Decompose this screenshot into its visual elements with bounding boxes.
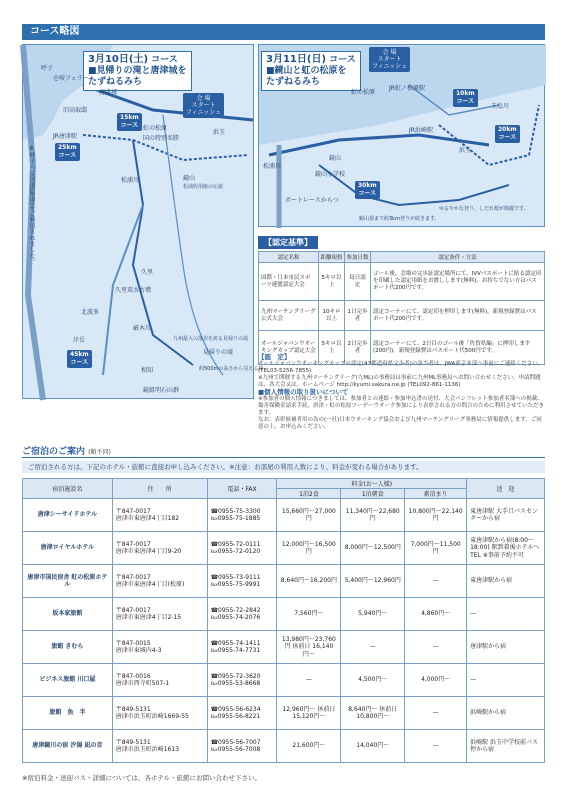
accommodation-title-note: (順不同) xyxy=(88,449,111,456)
table-row xyxy=(259,263,545,301)
table-header-row xyxy=(23,479,545,489)
cell-name xyxy=(23,532,113,565)
cell-phone-fax-text: ☎0955-56-7007 xyxy=(210,738,261,746)
table-header: 送 迎 xyxy=(467,479,545,499)
cell-pickup xyxy=(467,598,545,631)
cell-price-room-only-text: 7,000円〜11,500円 xyxy=(410,540,461,555)
cell-price-breakfast xyxy=(341,565,405,598)
map-label: 久里双水古墳 xyxy=(115,287,152,294)
cell-phone-fax-text: ☎0955-72-2842 xyxy=(210,606,261,614)
cell-price-room-only xyxy=(405,565,467,598)
cell-name xyxy=(23,730,113,763)
notes-paragraph: オールジャパンウオーキングカップの認定(47都道府県完歩者)の該当者は、JWA東京本部へ事前にご連絡ください。(TEL03-5256-7855) xyxy=(258,361,544,374)
table-cell: 1日完歩者 xyxy=(345,301,371,331)
map1-finish: フィニッシュ xyxy=(186,109,222,116)
cell-address-text: 〒849-5131 xyxy=(115,705,151,713)
cell-address xyxy=(112,532,207,565)
cell-price-breakfast xyxy=(341,730,405,763)
map-label: 玉島川 xyxy=(491,103,510,110)
cell-pickup xyxy=(467,664,545,697)
map2-title-line1: ■鏡山と虹の松原を xyxy=(266,66,347,76)
cell-price-full-board xyxy=(277,499,341,532)
map-label: 松浦川 xyxy=(121,177,140,184)
cell-address-text: 〒847-0017 xyxy=(115,540,151,548)
cell-name xyxy=(23,499,113,532)
cell-price-breakfast xyxy=(341,499,405,532)
map2-course-word: コース xyxy=(329,55,356,65)
cell-name xyxy=(23,697,113,730)
map2-note-30: 鏡山頂まで約3km登りが続きます。 xyxy=(359,216,440,222)
table-header: 1泊2食 xyxy=(277,489,341,499)
notes-section xyxy=(258,354,545,431)
course-label: 25km コース xyxy=(58,144,77,159)
map-label: JR虹ノ松原駅 xyxy=(389,85,425,92)
table-row xyxy=(23,598,545,631)
map-label: 相知 xyxy=(141,367,154,374)
map-label: 虹の松原 xyxy=(351,89,376,96)
cell-price-room-only-text: 10,800円〜22,140円 xyxy=(408,507,463,522)
map1-side-note: ※呼子へは国道(県道)をご利用されました。 xyxy=(28,145,35,265)
cell-name-text: 唐津鏡川の宿 汐湯 凪の音 xyxy=(32,742,103,750)
notes-paragraph: ※参加者の個人情報につきましては、参加者との連絡・参加申込書の送付、大会パンフレット参加者名簿への掲載、傷害保険金請求手続、唐津・虹の松原ツーデーウオーク参加により表彰される方の問合のために利用させていただきます。 xyxy=(258,396,545,416)
cell-address-text: 〒847-0016 xyxy=(115,672,151,680)
cell-price-breakfast-text: — xyxy=(369,643,376,651)
cell-price-breakfast xyxy=(341,697,405,730)
cell-address-text: 唐津市東城内4-3 xyxy=(115,647,162,654)
cell-price-breakfast-text: 14,040円〜 xyxy=(356,742,390,750)
cell-address-text: 〒847-0015 xyxy=(115,639,151,647)
table-cell: 認定コーナーにて、認定印を押印します(無料)。新規登録費はパスポート代200円です。 xyxy=(371,301,545,331)
table-cell: 毎日認定 xyxy=(345,263,371,301)
course-map-day2 xyxy=(258,44,545,227)
cell-phone-fax-text: ☎0955-56-6234 xyxy=(210,705,261,713)
cell-address xyxy=(112,598,207,631)
cell-pickup-text: — xyxy=(470,676,477,684)
cell-phone-fax xyxy=(207,532,277,565)
map2-course-10km xyxy=(453,89,478,107)
map-label: JR浜崎駅 xyxy=(409,127,433,134)
map2-venue: 会 場 xyxy=(382,49,397,56)
cell-pickup-text: 唐津駅から宿 xyxy=(470,643,507,651)
map1-course-word: コース xyxy=(151,55,178,65)
cell-phone-fax xyxy=(207,499,277,532)
cell-pickup xyxy=(467,499,545,532)
table-row xyxy=(23,499,545,532)
accommodation-rows xyxy=(23,499,545,763)
map-label: 唐津城 xyxy=(99,89,118,96)
section-header xyxy=(22,24,545,40)
map-label: 厳木川 xyxy=(133,325,152,332)
cell-price-full-board-text: 13,980円〜23,760円 休前日 16,140円〜 xyxy=(281,635,336,658)
cell-address xyxy=(112,499,207,532)
notes-heading-privacy: ■個人情報の取り扱いについて xyxy=(258,388,349,396)
cell-phone-fax-text: ℻0955-56-7008 xyxy=(210,746,261,753)
cell-name-text: ビジネス旅館 川口屋 xyxy=(39,676,96,684)
cell-phone-fax-text: ℻0955-75-9991 xyxy=(210,581,261,588)
map2-finish: フィニッシュ xyxy=(372,63,408,70)
cell-price-full-board-text: 12,960円〜 休前日15,120円〜 xyxy=(282,705,336,720)
cell-price-full-board xyxy=(277,598,341,631)
cell-address-text: 唐津市東唐津4丁目2-15 xyxy=(115,614,182,621)
table-row xyxy=(23,532,545,565)
table-row xyxy=(23,664,545,697)
table-row xyxy=(259,301,545,331)
notes-paragraph: なお、表彰候補者用の為の(一社)日本ウオーキング協会および九州マーチングリーグ事務局に情報提供します。ご同意の上、お申込みください。 xyxy=(258,417,542,430)
cell-price-full-board xyxy=(277,730,341,763)
cell-price-full-board xyxy=(277,664,341,697)
course-label: 30km コース xyxy=(358,182,377,197)
cell-price-room-only xyxy=(405,730,467,763)
cell-price-breakfast-text: 11,340円〜22,680円 xyxy=(345,507,400,522)
map1-course-15km xyxy=(117,113,142,131)
course-map-day1 xyxy=(22,44,264,399)
table-row xyxy=(23,730,545,763)
cell-address-text: 唐津市東唐津4丁目182 xyxy=(115,515,180,522)
table-header: 認定条件・方法 xyxy=(371,252,545,263)
map1-title xyxy=(83,51,192,91)
cell-address xyxy=(112,565,207,598)
table-cell: 2日完歩者 xyxy=(345,331,371,365)
map2-title xyxy=(261,51,361,91)
cell-price-room-only-text: — xyxy=(432,709,439,717)
map-label: JR唐津駅 xyxy=(53,133,77,140)
table-header-row xyxy=(259,252,545,263)
cell-name-text: 旅館 きむら xyxy=(51,643,84,651)
cell-address-text: 〒847-0017 xyxy=(115,507,151,515)
cell-price-full-board-text: — xyxy=(305,676,312,684)
map2-venue-badge xyxy=(369,47,410,72)
map-label: 呼子 xyxy=(41,65,54,72)
map2-course-20km xyxy=(495,125,520,143)
cell-pickup xyxy=(467,532,545,565)
cell-address-text: 〒849-5131 xyxy=(115,738,151,746)
map-label: 浜玉 xyxy=(213,129,226,136)
cell-phone-fax xyxy=(207,697,277,730)
cell-price-room-only xyxy=(405,598,467,631)
cell-price-full-board-text: 7,560円〜 xyxy=(294,610,324,618)
cell-price-room-only-text: — xyxy=(432,643,439,651)
map-label: ボートレースからつ xyxy=(285,197,339,204)
map-label: 久里 xyxy=(141,269,154,276)
cell-price-breakfast-text: 8,000円〜12,500円 xyxy=(344,544,401,552)
map-label: 浜玉 xyxy=(459,147,472,154)
cell-price-breakfast-text: 5,400円〜12,960円 xyxy=(344,577,401,585)
cell-price-breakfast-text: 8,640円〜 休前日10,800円〜 xyxy=(348,705,398,720)
map1-title-line1: ■見帰りの滝と唐津城を xyxy=(88,66,187,76)
map-label: 虹の松原 xyxy=(143,125,168,132)
table-row xyxy=(23,697,545,730)
table-row xyxy=(23,631,545,664)
cell-phone-fax-text: ℻0955-75-1885 xyxy=(210,515,261,522)
cell-price-room-only-text: 4,860円〜 xyxy=(421,610,451,618)
cell-phone-fax xyxy=(207,631,277,664)
cell-phone-fax-text: ℻0955-53-8668 xyxy=(210,680,261,687)
map2-title-line2: たずねるみち xyxy=(266,77,321,87)
cell-price-full-board-text: 21,600円〜 xyxy=(292,742,326,750)
accommodation-intro: ご宿泊される方は、下記のホテル・旅館に直接お申し込みください。※注意：お部屋の利用人数により、料金が変わる場合があります。 xyxy=(22,461,545,473)
map2-start: スタート xyxy=(377,56,402,63)
course-label: 20km コース xyxy=(498,126,517,141)
table-cell: 認定コーナーにて、2日目のゴール後「佐賀県編」に押印します(200円)。新規登録費はパスポート代500円です。 xyxy=(371,331,545,365)
cell-phone-fax-text: ☎0955-74-1411 xyxy=(210,639,261,647)
cell-price-full-board-text: 12,000円〜16,500円 xyxy=(281,540,336,555)
map-label: 鏡山小学校 xyxy=(315,171,346,178)
map-label: 鏡山 xyxy=(183,175,196,182)
course-label: 15km コース xyxy=(120,114,139,129)
table-header: 住 所 xyxy=(112,479,207,499)
cell-phone-fax-text: ℻0955-72-0120 xyxy=(210,548,261,555)
cell-price-breakfast-text: 5,940円〜 xyxy=(358,610,388,618)
cell-pickup xyxy=(467,631,545,664)
cell-phone-fax xyxy=(207,730,277,763)
map-label: 岸岳 xyxy=(73,337,86,344)
certification-table xyxy=(258,251,545,365)
certification-section xyxy=(258,230,545,365)
table-header: 電話・FAX xyxy=(207,479,277,499)
map-label: 鏡山 xyxy=(329,155,342,162)
cell-phone-fax-text: ☎0955-73-9111 xyxy=(210,573,261,581)
map1-title-line2: たずねるみち xyxy=(88,77,143,87)
cell-price-full-board xyxy=(277,631,341,664)
map1-course-45km xyxy=(67,350,92,368)
cell-price-room-only-text: — xyxy=(432,742,439,750)
course-label: 10km コース xyxy=(456,90,475,105)
map-label: 鏡組明石山群 xyxy=(143,387,180,394)
cell-name xyxy=(23,664,113,697)
cell-price-full-board xyxy=(277,532,341,565)
accommodation-header xyxy=(22,446,545,458)
map1-course-25km xyxy=(55,143,80,161)
cell-price-room-only xyxy=(405,499,467,532)
cell-phone-fax-text: ☎0955-75-3300 xyxy=(210,507,261,515)
table-cell: オールジャパンウオーキングカップ認定大会 xyxy=(259,331,319,365)
map2-date: 3月11日(日) xyxy=(266,54,327,65)
map1-note-keta: 約500mの高さから見える鏡 xyxy=(199,366,264,372)
map-label: 国の特別名勝 xyxy=(143,135,180,142)
cell-phone-fax xyxy=(207,598,277,631)
cell-price-full-board xyxy=(277,565,341,598)
cell-name xyxy=(23,598,113,631)
cell-pickup-text: 浜崎駅 浜玉中学校前バス停から宿 xyxy=(470,738,539,753)
accommodation-title: ご宿泊のご案内 xyxy=(22,447,86,457)
cell-phone-fax-text: ☎0955-72-3620 xyxy=(210,672,261,680)
map-label: 見帰りの滝 xyxy=(203,349,234,356)
cell-address-text: 〒847-0017 xyxy=(115,606,151,614)
notes-heading-nintei: 【認 定】 xyxy=(258,353,291,361)
cell-phone-fax-text: ☎0955-72-0111 xyxy=(210,540,261,548)
cell-address xyxy=(112,730,207,763)
course-label: 45km コース xyxy=(70,351,89,366)
map1-date: 3月10日(土) xyxy=(88,54,149,65)
map1-start: スタート xyxy=(191,102,216,109)
notes-paragraph: ※九州で開催する九州マーチングリーグ(九ML)の事務局は事前に九州ML事務局へお問い合わせください。申請問題は、各大会又は、ホームページ http://kyumi.sakura.ne.jp (TEL092-861-1136) xyxy=(258,375,541,388)
table-header: 距離規格 xyxy=(319,252,345,263)
cell-price-breakfast xyxy=(341,532,405,565)
map2-course-30km xyxy=(355,181,380,199)
cell-price-room-only-text: 4,000円〜 xyxy=(421,676,451,684)
map-label: 旧高取邸 xyxy=(63,107,88,114)
table-cell: 5キロ以上 xyxy=(319,263,345,301)
table-cell: 九州マーチングリーグ公式大会 xyxy=(259,301,319,331)
map1-venue-badge xyxy=(183,93,224,118)
table-cell: 5キロ以上 xyxy=(319,331,345,365)
certification-title: 【認定基準】 xyxy=(258,236,318,249)
cell-price-breakfast xyxy=(341,631,405,664)
table-cell: 10キロ以上 xyxy=(319,301,345,331)
cell-name-text: 唐津ロイヤルホテル xyxy=(40,544,95,552)
cell-name xyxy=(23,631,113,664)
table-header: 参加日数 xyxy=(345,252,371,263)
cell-price-room-only xyxy=(405,664,467,697)
cell-phone-fax xyxy=(207,664,277,697)
cell-price-room-only xyxy=(405,631,467,664)
section-title: コース略図 xyxy=(30,26,80,37)
cell-price-room-only xyxy=(405,697,467,730)
cell-phone-fax xyxy=(207,565,277,598)
cell-price-full-board xyxy=(277,697,341,730)
cell-address-text: 唐津市東唐津4丁目(松原) xyxy=(115,581,185,588)
cell-address xyxy=(112,631,207,664)
cell-name-text: 旅館 魚 半 xyxy=(49,709,86,717)
cell-price-full-board-text: 8,640円〜16,200円 xyxy=(280,577,337,585)
map1-note-taki: 九州最大の落差を誇る見帰りの滝 xyxy=(173,336,249,342)
map-label: 北波多 xyxy=(81,309,100,316)
cell-pickup-text: 東唐津駅から宿(8:00〜18:00) 駅到着後ホテルへTEL ※事前予約不可 xyxy=(470,536,540,559)
cell-name-text: 唐津シーサイドホテル xyxy=(37,511,98,519)
cell-address-text: 唐津市浜玉町浜崎1669-55 xyxy=(115,713,189,720)
cell-price-full-board-text: 15,660円〜27,000円 xyxy=(281,507,336,522)
cell-pickup-text: — xyxy=(470,610,477,618)
cell-price-breakfast xyxy=(341,664,405,697)
table-header: 料金(お一人様) xyxy=(277,479,467,489)
map1-note-matsu: 松浦佐用姫の伝説 xyxy=(183,184,224,190)
cell-address-text: 唐津市東唐津4丁目9-20 xyxy=(115,548,182,555)
table-cell: 国際・日本市民スポーツ連盟認定大会 xyxy=(259,263,319,301)
table-header: 素泊まり xyxy=(405,489,467,499)
cell-phone-fax-text: ℻0955-56-8221 xyxy=(210,713,261,720)
accommodation-footnote: ※宿泊料金・送迎バス・詳細については、各ホテル・旅館にお問い合わせ下さい。 xyxy=(22,774,261,782)
table-cell: ゴール後、会場の完歩証認定場所にて、IVVパスポートに貼る認定印を印刷した認定用紙をお渡しします(無料)。お持ちでない方はパスポート代200円です。 xyxy=(371,263,545,301)
table-header: 宿泊施設名 xyxy=(23,479,113,499)
cell-pickup xyxy=(467,697,545,730)
cell-address xyxy=(112,664,207,697)
cell-name xyxy=(23,565,113,598)
cell-pickup-text: 東唐津駅から宿 xyxy=(470,577,513,585)
cell-address xyxy=(112,697,207,730)
table-row xyxy=(23,565,545,598)
cell-price-room-only xyxy=(405,532,467,565)
cell-address-text: 唐津市浜玉町浜崎1613 xyxy=(115,746,180,753)
map1-venue: 会 場 xyxy=(196,95,211,102)
cell-price-breakfast-text: 4,500円〜 xyxy=(358,676,388,684)
cell-address-text: 〒847-0017 xyxy=(115,573,151,581)
cell-phone-fax-text: ℻0955-74-2076 xyxy=(210,614,261,621)
cell-phone-fax-text: ℻0955-74-7731 xyxy=(210,647,261,654)
cell-pickup-text: 東唐津駅 大手口バスセンターから宿 xyxy=(470,507,539,522)
cell-name-text: 坂本家旅館 xyxy=(52,610,83,618)
cell-name-text: 唐津市国民宿舎 虹の松原ホテル xyxy=(27,573,108,588)
accommodation-table xyxy=(22,478,545,763)
map-label: 松浦川 xyxy=(263,163,282,170)
map2-note-yu: ゆるやかな登り、しだれ桜が綺麗です。 xyxy=(439,206,529,212)
cell-pickup xyxy=(467,565,545,598)
cell-price-room-only-text: — xyxy=(432,577,439,585)
cell-price-breakfast xyxy=(341,598,405,631)
cell-address-text: 唐津市西寺町507-1 xyxy=(115,680,170,687)
cell-pickup xyxy=(467,730,545,763)
table-header: 認定名称 xyxy=(259,252,319,263)
cell-pickup-text: 浜崎駅から宿 xyxy=(470,709,507,717)
map-label: 壱岐フェリー xyxy=(53,75,89,82)
table-header: 1泊朝食 xyxy=(341,489,405,499)
